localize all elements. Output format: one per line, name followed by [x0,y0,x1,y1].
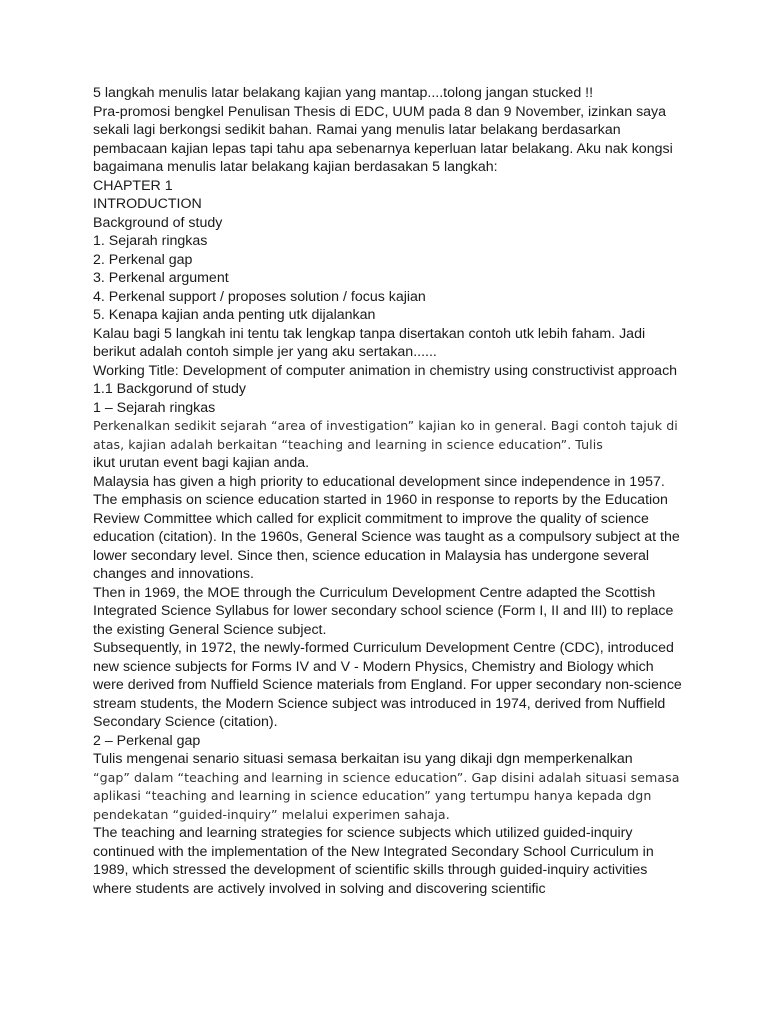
step-instruction-end: ikut urutan event bagi kajian anda. [93,455,310,471]
body-paragraph: Then in 1969, the MOE through the Curriculum Development Centre adapted the Scottish Integrated Science Syllabus for lower secondary school science (Form I, II and III) to replace the existing General Science subject. [93,584,674,638]
chapter-title: INTRODUCTION [93,196,202,212]
section-heading: Background of study [93,214,223,231]
list-item: 2. Perkenal gap [93,251,193,268]
list-item: 1. Sejarah ringkas [93,233,208,249]
subsection-heading: 1.1 Backgorund of study [93,381,247,397]
list-item: 5. Kenapa kajian anda penting utk dijalankan [93,307,376,323]
document-page [93,84,683,898]
step-instruction: Tulis mengenai senario situasi semasa berkaitan isu yang dikaji dgn memperkenalkan [93,751,633,767]
list-item: 3. Perkenal argument [93,270,229,286]
body-paragraph: The teaching and learning strategies for science subjects which utilized guided-inquiry continued with the implementation of the New Integrated Secondary School Curriculum in 1989, which stressed the development of scientific skills through guided-inquiry activities where students are actively involved in solving and discovering scientific [93,825,654,897]
step-instruction: Perkenalkan sedikit sejarah “area of investigation” kajian ko in general. Bagi contoh tajuk di atas, kajian adalah berkaitan “teaching and learning in science education”. Tulis [93,418,678,452]
chapter-heading: CHAPTER 1 [93,177,173,194]
step-instruction-cont: “gap” dalam “teaching and learning in science education”. Gap disini adalah situasi semasa aplikasi “teaching and learning in science education” yang tertumpu hanya kepada dgn pendekatan “guided-inquiry” melalui experimen sahaja. [93,769,680,822]
body-paragraph: Subsequently, in 1972, the newly-formed Curriculum Development Centre (CDC), introduced new science subjects for Forms IV and V - Modern Physics, Chemistry and Biology which were derived from Nuffield Science materials from England. For upper secondary non-science stream students, the Modern Science subject was introduced in 1974, derived from Nuffield Secondary Science (citation). [93,640,682,730]
blog-title: 5 langkah menulis latar belakang kajian yang mantap....tolong jangan stucked !! [93,85,594,101]
body-paragraph: Malaysia has given a high priority to educational development since independence in 1957. The emphasis on science education started in 1960 in response to reports by the Education Review Committee which called for explicit commitment to improve the quality of science education (citation). In the 1960s, General Science was taught as a compulsory subject at the lower secondary level. Since then, science education in Malaysia has undergone several changes and innovations. [93,473,680,582]
step-heading: 2 – Perkenal gap [93,732,201,749]
list-item: 4. Perkenal support / proposes solution / focus kajian [93,288,426,305]
intro-paragraph: Pra-promosi bengkel Penulisan Thesis di EDC, UUM pada 8 dan 9 November, izinkan saya sekali lagi berkongsi sedikit bahan. Ramai yang menulis latar belakang berdasarkan pembacaan kajian lepas tapi tahu apa sebenarnya keperluan latar belakang. Aku nak kongsi bagaimana menulis latar belakang kajian berdasakan 5 langkah: [93,103,673,175]
example-intro-paragraph: Kalau bagi 5 langkah ini tentu tak lengkap tanpa disertakan contoh utk lebih faham. Jadi berikut adalah contoh simple jer yang aku sertakan...... [93,325,646,360]
step-heading: 1 – Sejarah ringkas [93,399,216,416]
working-title: Working Title: Development of computer animation in chemistry using constructivist approach [93,362,678,379]
